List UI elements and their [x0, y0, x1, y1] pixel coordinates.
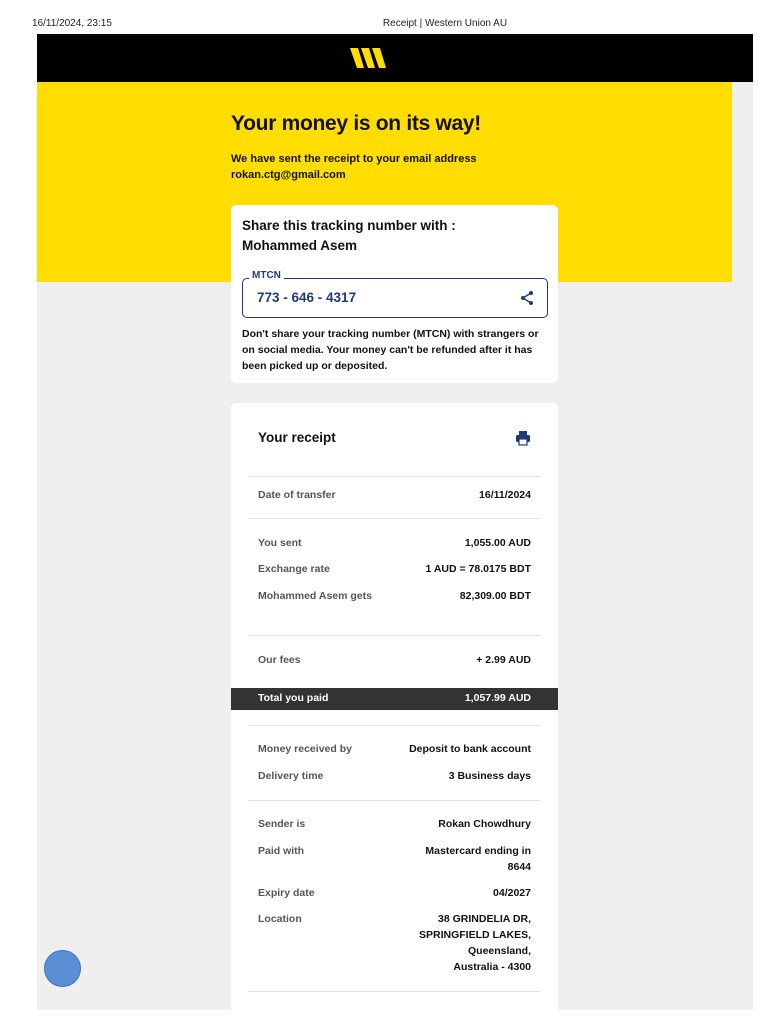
location-label: Location: [258, 913, 302, 925]
location-line: Australia - 4300: [453, 961, 531, 973]
gets-value: 82,309.00 BDT: [459, 590, 531, 602]
total-paid-bar: [231, 688, 558, 710]
rate-label: Exchange rate: [258, 563, 330, 575]
paid-card-digits: 8644: [507, 861, 531, 873]
paid-label: Paid with: [258, 845, 305, 857]
sent-label: You sent: [258, 537, 302, 549]
gets-label: Mohammed Asem gets: [258, 590, 372, 602]
mtcn-label: MTCN: [249, 270, 284, 281]
receiver-name: Mohammed Asem: [242, 238, 358, 253]
tracking-card: [231, 205, 558, 383]
divider: [248, 991, 541, 992]
divider: [248, 725, 541, 726]
paid-card-line: Mastercard ending in: [425, 845, 531, 857]
location-line: Queensland,: [467, 945, 531, 957]
fees-value: + 2.99 AUD: [476, 654, 531, 666]
total-value: 1,057.99 AUD: [464, 692, 531, 704]
location-value: [419, 911, 531, 975]
recipient-email: rokan.ctg@gmail.com: [231, 169, 346, 181]
sender-label: Sender is: [258, 818, 306, 830]
location-line: SPRINGFIELD LAKES,: [418, 929, 531, 941]
share-icon[interactable]: [519, 290, 535, 306]
date-value: 16/11/2024: [479, 489, 531, 501]
sender-value: Rokan Chowdhury: [438, 818, 531, 830]
sent-value: 1,055.00 AUD: [464, 537, 531, 549]
rate-value: 1 AUD = 78.0175 BDT: [425, 563, 531, 575]
receipt-page: [37, 34, 753, 1010]
divider: [248, 635, 541, 636]
share-title: [242, 216, 456, 256]
location-line: 38 GRINDELIA DR,: [438, 913, 531, 925]
mtcn-field[interactable]: [242, 270, 548, 318]
paid-value: [425, 843, 531, 875]
expiry-label: Expiry date: [258, 887, 315, 899]
fees-label: Our fees: [258, 654, 301, 666]
receipt-title: Your receipt: [258, 430, 336, 445]
delivery-label: Delivery time: [258, 770, 324, 782]
divider: [248, 518, 541, 519]
mtcn-value[interactable]: 773 - 646 - 4317: [257, 290, 357, 305]
expiry-value: 04/2027: [493, 887, 531, 899]
western-union-logo[interactable]: [349, 46, 389, 70]
date-label: Date of transfer: [258, 489, 336, 501]
print-datetime: 16/11/2024, 23:15: [32, 18, 112, 29]
divider: [248, 476, 541, 477]
header-bar: [37, 34, 753, 82]
received-value: Deposit to bank account: [409, 743, 531, 755]
mtcn-warning: Don't share your tracking number (MTCN) with strangers or on social media. Your money can't be refunded after it has been picked up or deposited.: [242, 328, 539, 372]
page-headline: Your money is on its way!: [231, 112, 481, 135]
received-label: Money received by: [258, 743, 352, 755]
print-icon[interactable]: [515, 430, 531, 446]
total-label: Total you paid: [258, 692, 329, 704]
receipt-sent-message: We have sent the receipt to your email address: [231, 153, 477, 165]
share-title-line: Share this tracking number with :: [242, 218, 456, 233]
receipt-card: [231, 403, 558, 1010]
print-page-title: Receipt | Western Union AU: [382, 18, 508, 29]
floating-action-button[interactable]: [44, 950, 81, 987]
delivery-value: 3 Business days: [448, 770, 531, 782]
divider: [248, 800, 541, 801]
